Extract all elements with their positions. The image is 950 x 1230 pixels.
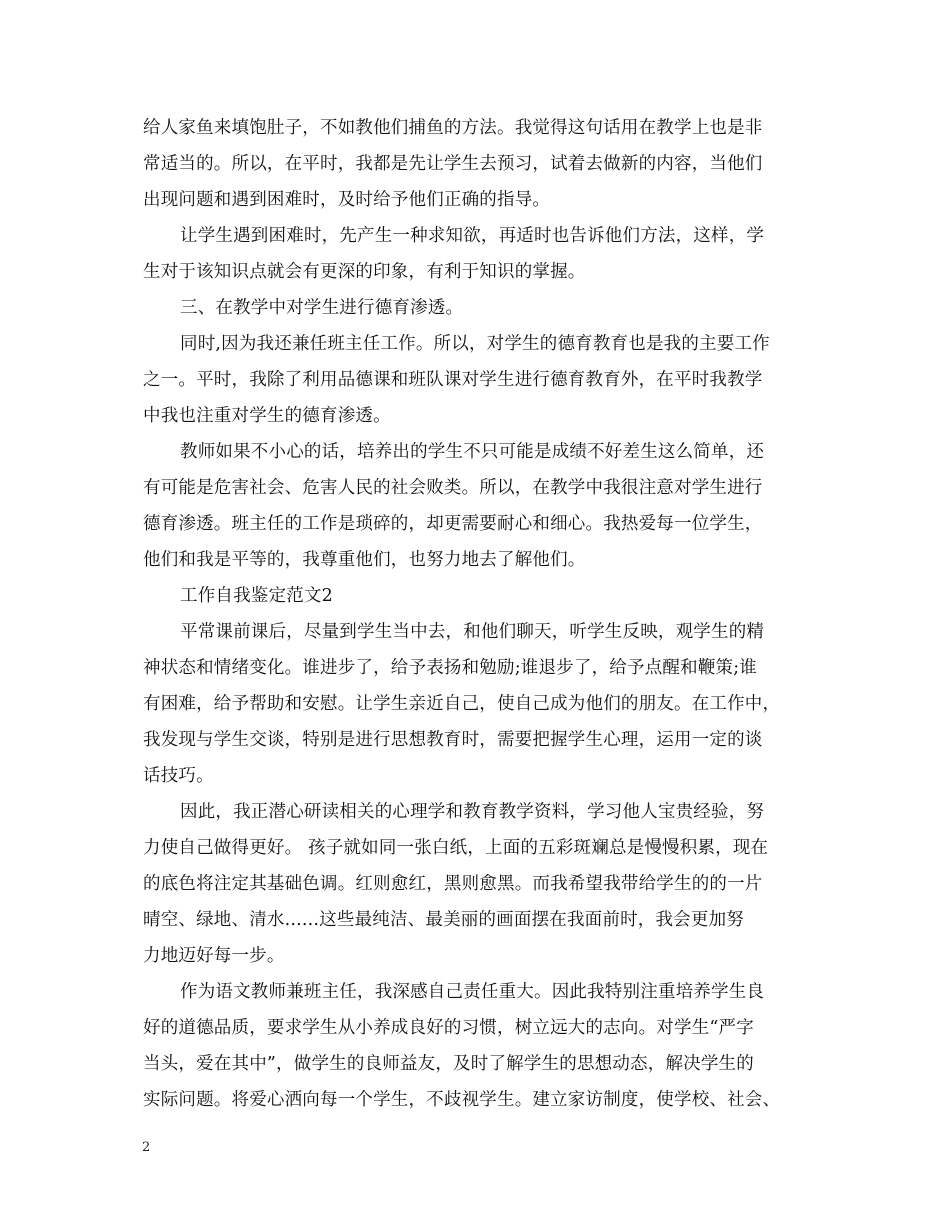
text-line: 之一。平时，我除了利用品德课和班队课对学生进行德育教育外，在平时我教学 (143, 370, 763, 390)
text-line: 晴空、绿地、清水......这些最纯洁、最美丽的画面摆在我面前时，我会更加努 (143, 910, 744, 930)
text-line: 生对于该知识点就会有更深的印象，有利于知识的掌握。 (143, 262, 586, 282)
text-line: 常适当的。所以，在平时，我都是先让学生去预习，试着去做新的内容，当他们 (143, 154, 763, 174)
text-line: 好的道德品质，要求学生从小养成良好的习惯，树立远大的志向。对学生“严字 (143, 1018, 754, 1038)
text-line: 同时,因为我还兼任班主任工作。所以，对学生的德育教育也是我的主要工作 (180, 334, 770, 354)
text-line: 德育渗透。班主任的工作是琐碎的，却更需要耐心和细心。我热爱每一位学生， (143, 514, 763, 534)
text-line: 给人家鱼来填饱肚子，不如教他们捕鱼的方法。我觉得这句话用在教学上也是非 (143, 118, 763, 138)
page-number: 2 (142, 1140, 151, 1155)
text-line: 出现问题和遇到困难时，及时给予他们正确的指导。 (143, 190, 551, 210)
section-heading: 工作自我鉴定范文2 (180, 586, 333, 606)
text-line: 当头，爱在其中”，做学生的良师益友，及时了解学生的思想动态，解决学生的 (143, 1054, 754, 1074)
text-line: 的底色将注定其基础色调。红则愈红，黑则愈黑。而我希望我带给学生的的一片 (143, 874, 763, 894)
text-line: 教师如果不小心的话，培养出的学生不只可能是成绩不好差生这么简单，还 (180, 442, 765, 462)
text-line: 我发现与学生交谈，特别是进行思想教育时，需要把握学生心理，运用一定的谈 (143, 730, 763, 750)
text-line: 实际问题。将爱心洒向每一个学生，不歧视学生。建立家访制度，使学校、社会、 (143, 1090, 781, 1110)
text-line: 让学生遇到困难时，先产生一种求知欲，再适时也告诉他们方法，这样，学 (180, 226, 765, 246)
text-line: 作为语文教师兼班主任，我深感自己责任重大。因此我特别注重培养学生良 (180, 982, 765, 1002)
section-heading: 三、在教学中对学生进行德育渗透。 (180, 298, 464, 318)
text-line: 平常课前课后，尽量到学生当中去，和他们聊天，听学生反映，观学生的精 (180, 622, 765, 642)
text-line: 因此，我正潜心研读相关的心理学和教育教学资料，学习他人宝贵经验，努 (180, 802, 765, 822)
text-line: 力使自己做得更好。 孩子就如同一张白纸，上面的五彩斑斓总是慢慢积累，现在 (143, 838, 769, 858)
text-line: 力地迈好每一步。 (143, 946, 285, 966)
text-line: 他们和我是平等的，我尊重他们，也努力地去了解他们。 (143, 550, 586, 570)
text-line: 话技巧。 (143, 766, 214, 786)
text-line: 神状态和情绪变化。谁进步了，给予表扬和勉励;谁退步了，给予点醒和鞭策;谁 (143, 658, 757, 678)
text-line: 有可能是危害社会、危害人民的社会败类。所以，在教学中我很注意对学生进行 (143, 478, 763, 498)
text-line: 有困难，给予帮助和安慰。让学生亲近自己，使自己成为他们的朋友。在工作中， (143, 694, 781, 714)
text-line: 中我也注重对学生的德育渗透。 (143, 406, 391, 426)
